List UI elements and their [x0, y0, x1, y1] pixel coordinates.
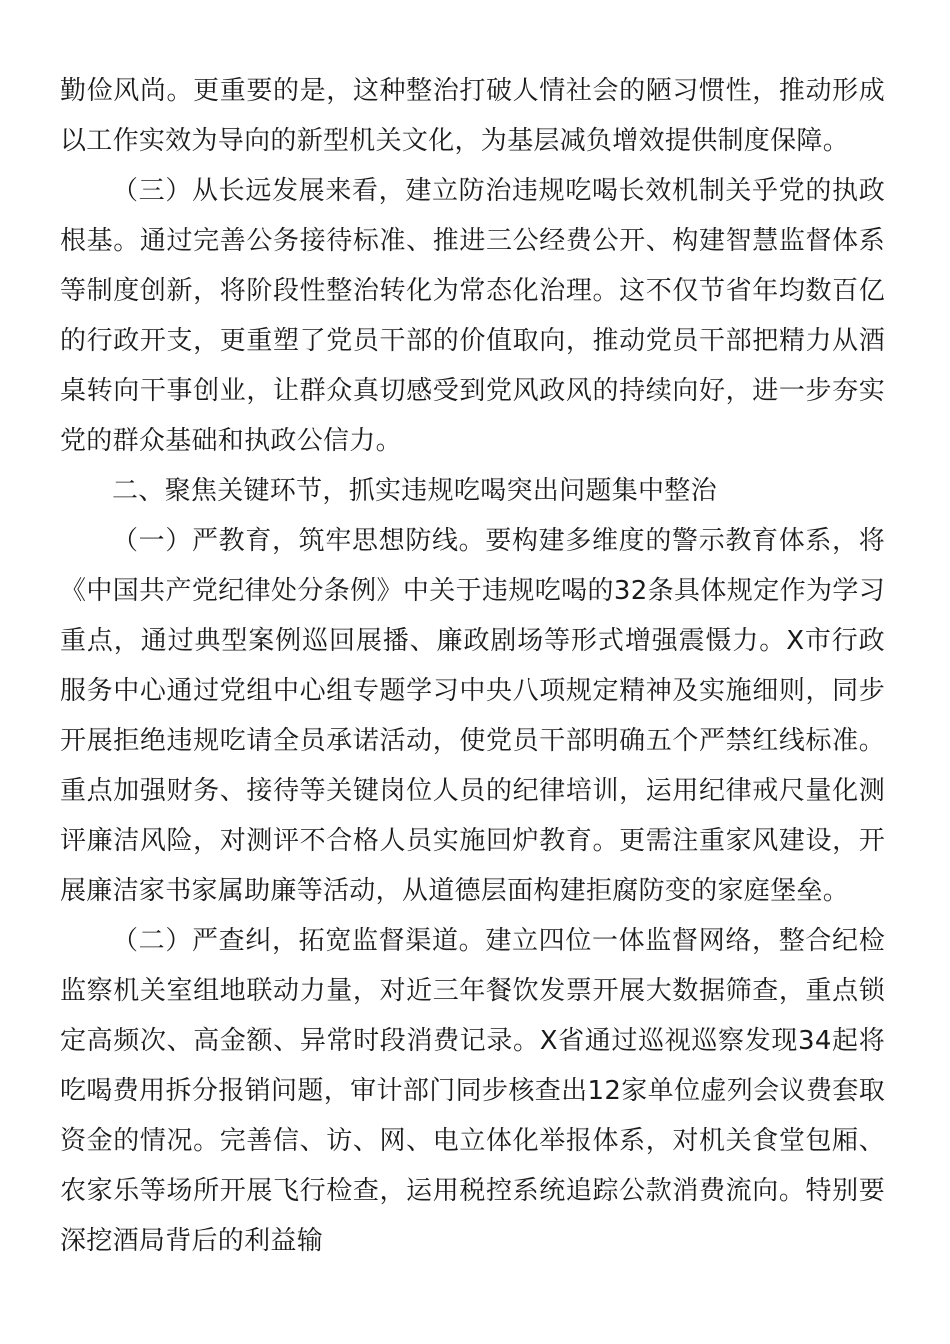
paragraph-section-3: （三）从长远发展来看，建立防治违规吃喝长效机制关乎党的执政根基。通过完善公务接待标准、推进三公经费公开、构建智慧监督体系等制度创新，将阶段性整治转化为常态化治理。这不仅节省年均数百亿的行政开支，更重塑了党员干部的价值取向，推动党员干部把精力从酒桌转向干事创业，让群众真切感受到党风政风的持续向好，进一步夯实党的群众基础和执政公信力。 [60, 176, 885, 456]
paragraph-continuation: 勤俭风尚。更重要的是，这种整治打破人情社会的陋习惯性，推动形成以工作实效为导向的新型机关文化，为基层减负增效提供制度保障。 [60, 76, 885, 156]
paragraph-subsection-1: （一）严教育，筑牢思想防线。要构建多维度的警示教育体系，将《中国共产党纪律处分条例》中关于违规吃喝的32条具体规定作为学习重点，通过典型案例巡回展播、廉政剧场等形式增强震慑力。X市行政服务中心通过党组中心组专题学习中央八项规定精神及实施细则，同步开展拒绝违规吃请全员承诺活动，使党员干部明确五个严禁红线标准。重点加强财务、接待等关键岗位人员的纪律培训，运用纪律戒尺量化测评廉洁风险，对测评不合格人员实施回炉教育。更需注重家风建设，开展廉洁家书家属助廉等活动，从道德层面构建拒腐防变的家庭堡垒。 [60, 526, 885, 906]
document-body [60, 66, 885, 1266]
paragraph-subsection-2: （二）严查纠，拓宽监督渠道。建立四位一体监督网络，整合纪检监察机关室组地联动力量，对近三年餐饮发票开展大数据筛查，重点锁定高频次、高金额、异常时段消费记录。X省通过巡视巡察发现34起将吃喝费用拆分报销问题，审计部门同步核查出12家单位虚列会议费套取资金的情况。完善信、访、网、电立体化举报体系，对机关食堂包厢、农家乐等场所开展飞行检查，运用税控系统追踪公款消费流向。特别要深挖酒局背后的利益输 [60, 926, 885, 1256]
section-heading-2: 二、聚焦关键环节，抓实违规吃喝突出问题集中整治 [112, 476, 717, 506]
